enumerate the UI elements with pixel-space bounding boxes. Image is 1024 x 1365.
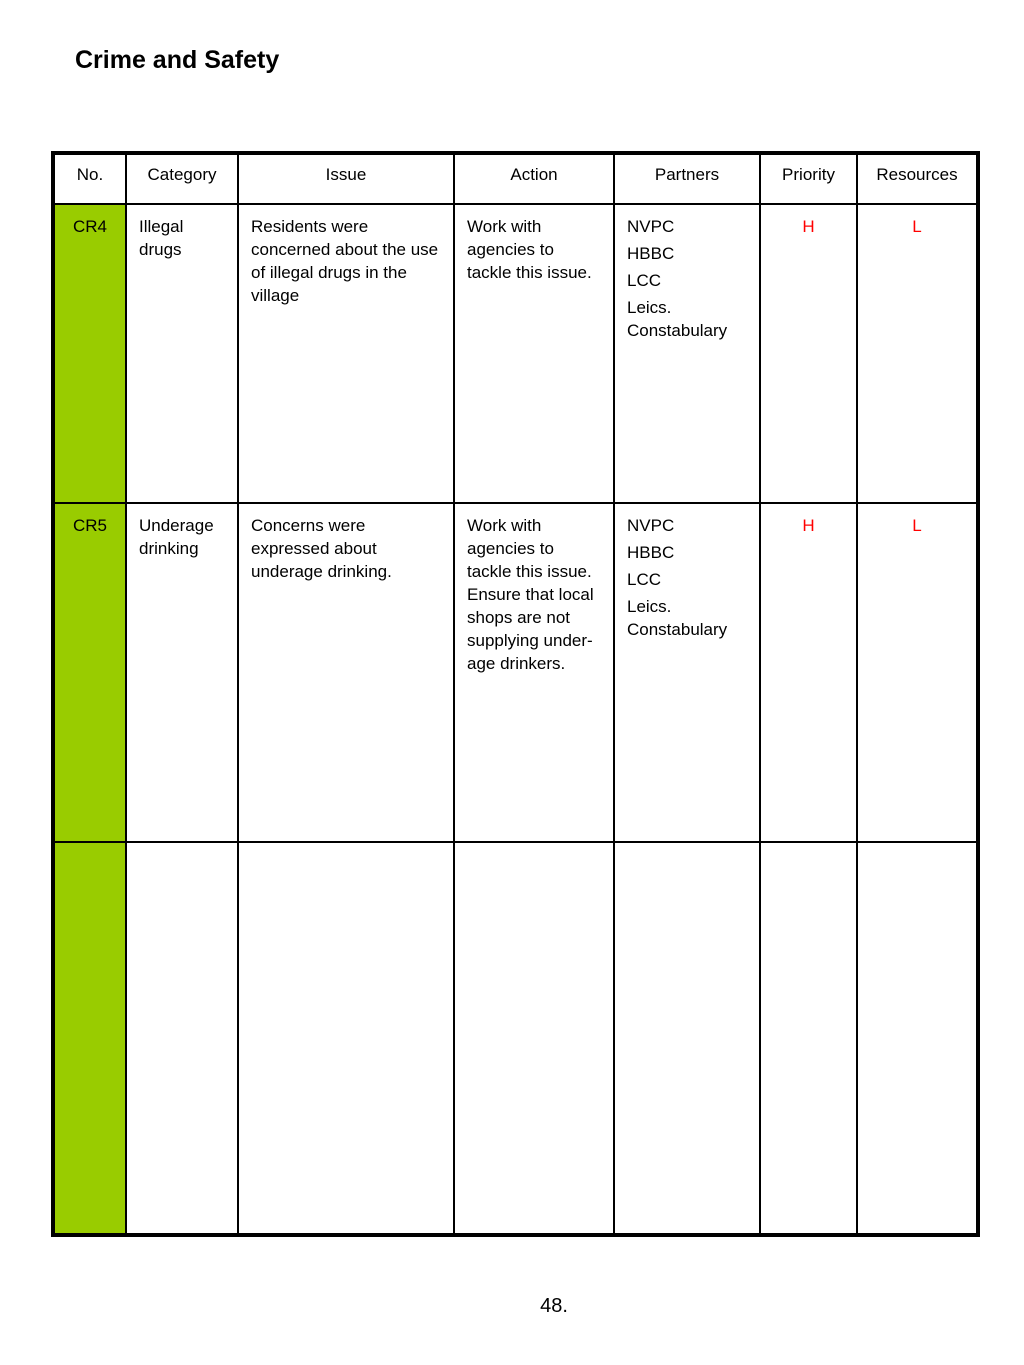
row-issue: Concerns were expressed about underage drinking.	[238, 503, 454, 841]
row-resources: L	[857, 204, 978, 503]
row-partners	[614, 204, 760, 503]
table-header-row	[53, 153, 978, 204]
row-issue	[238, 842, 454, 1235]
table-row	[53, 204, 978, 503]
row-number	[53, 842, 126, 1235]
action-plan-table	[51, 151, 980, 1237]
row-category	[126, 842, 238, 1235]
row-action: Work with agencies to tackle this issue. Ensure that local shops are not supplying under-age drinkers.	[454, 503, 614, 841]
header-no: No.	[53, 153, 126, 204]
row-partners	[614, 842, 760, 1235]
table-row	[53, 503, 978, 841]
partner-item: LCC	[627, 271, 662, 290]
header-issue: Issue	[238, 153, 454, 204]
row-partners	[614, 503, 760, 841]
header-partners: Partners	[614, 153, 760, 204]
row-priority: H	[760, 503, 857, 841]
header-resources: Resources	[857, 153, 978, 204]
partner-item: NVPC	[627, 516, 675, 536]
row-resources	[857, 842, 978, 1235]
page-number: 48.	[540, 1295, 568, 1317]
partner-item: NVPC	[627, 217, 675, 236]
header-action: Action	[454, 153, 614, 204]
table-row	[53, 842, 978, 1235]
row-category: Illegal drugs	[126, 204, 238, 503]
header-category: Category	[126, 153, 238, 204]
partner-item: LCC	[627, 570, 662, 590]
row-issue: Residents were concerned about the use of illegal drugs in the village	[238, 204, 454, 503]
row-action	[454, 842, 614, 1235]
row-category: Underage drinking	[126, 503, 238, 841]
page-title: Crime and Safety	[75, 46, 280, 74]
partner-item: Leics. Constabulary	[627, 597, 728, 640]
row-action: Work with agencies to tackle this issue.	[454, 204, 614, 503]
row-number: CR5	[53, 503, 126, 841]
partner-item: Leics. Constabulary	[627, 298, 728, 340]
row-priority: H	[760, 204, 857, 503]
row-number: CR4	[53, 204, 126, 503]
partner-item: HBBC	[627, 543, 675, 563]
partner-item: HBBC	[627, 244, 675, 263]
row-resources: L	[857, 503, 978, 841]
row-priority	[760, 842, 857, 1235]
header-priority: Priority	[760, 153, 857, 204]
